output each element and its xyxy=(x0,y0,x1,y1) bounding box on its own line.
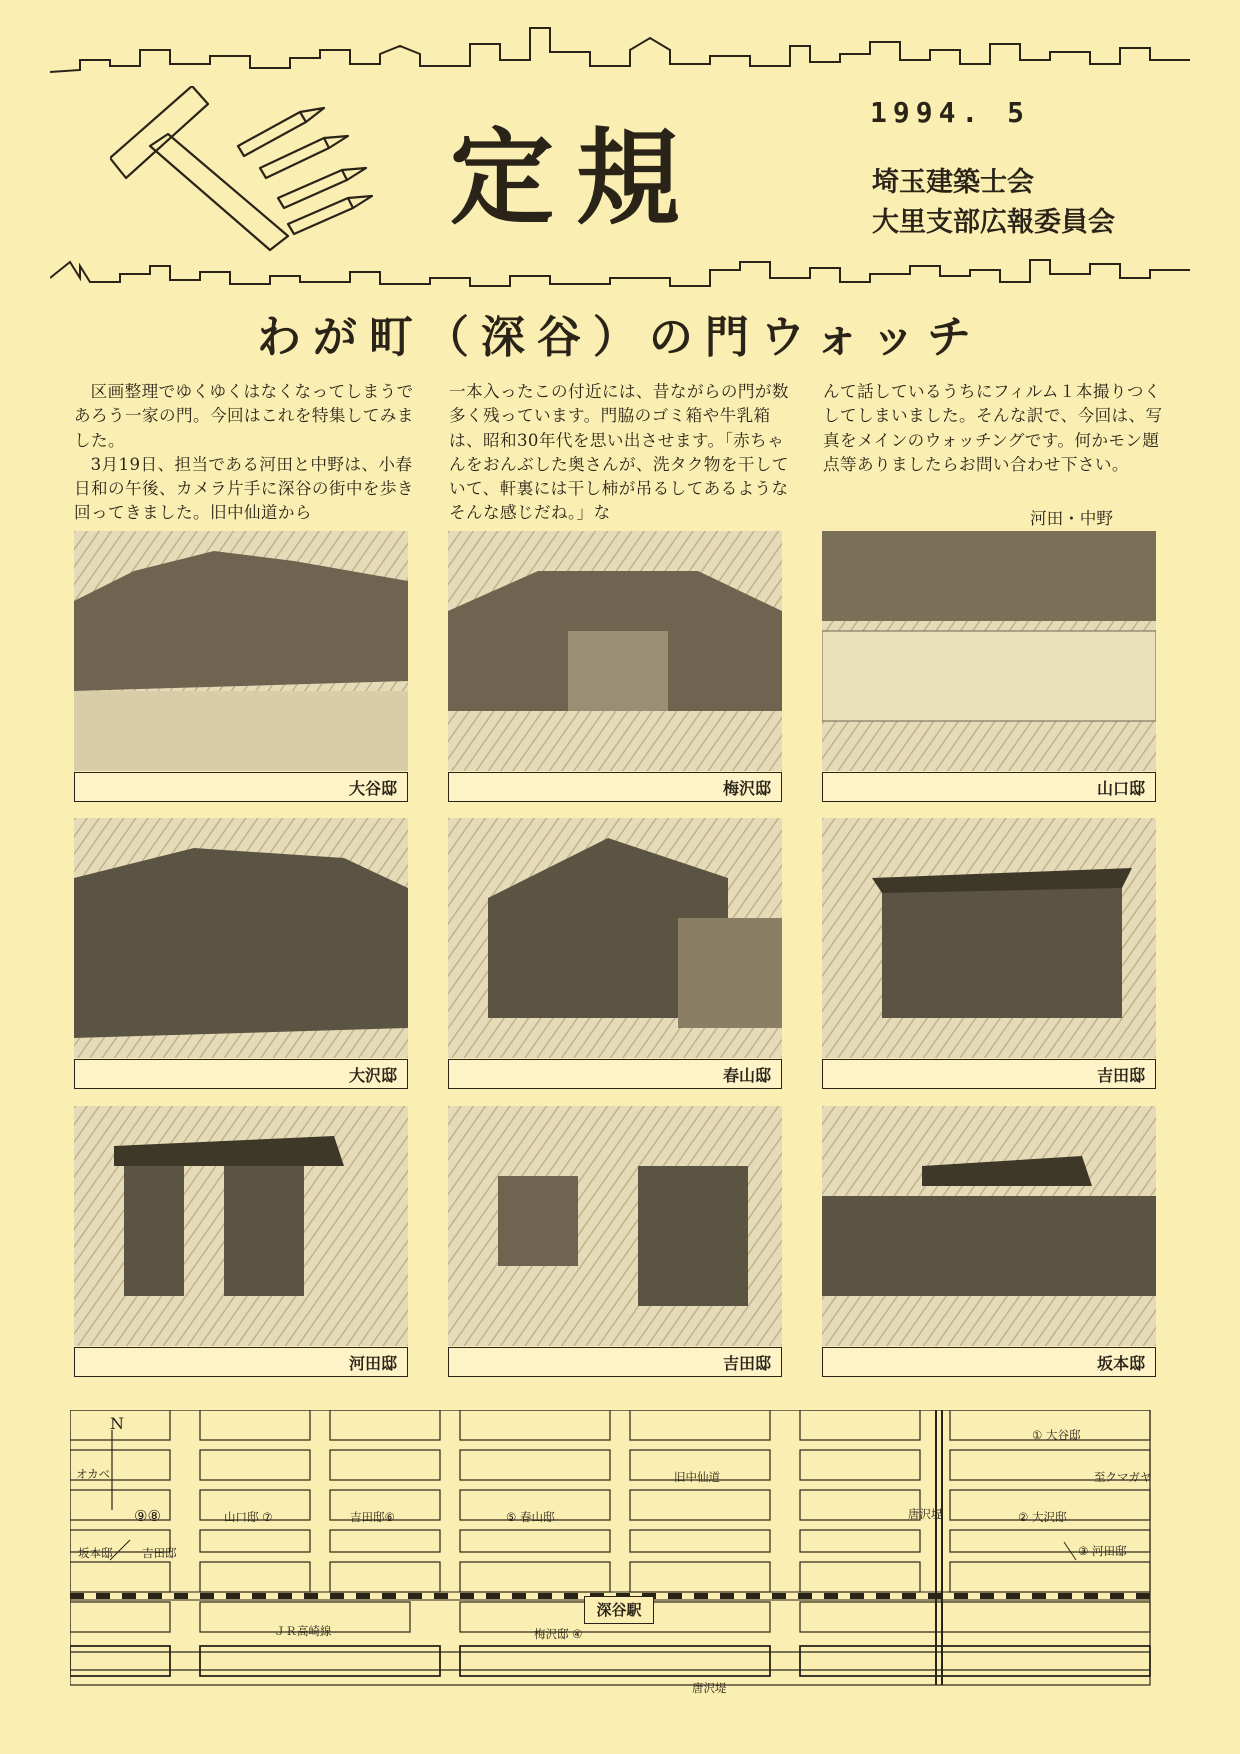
skyline-top-drawing xyxy=(50,20,1190,80)
photo-caption: 吉田邸 xyxy=(822,1059,1156,1089)
gate-photo xyxy=(74,818,408,1058)
photo-caption: 山口邸 xyxy=(822,772,1156,802)
photo-card xyxy=(822,531,1156,803)
gate-photo xyxy=(74,1106,408,1346)
map-label-nakasendo: 旧中仙道 xyxy=(674,1470,720,1484)
north-indicator: N xyxy=(110,1414,124,1433)
article-paragraph: 3月19日、担当である河田と中野は、小春日和の午後、カメラ片手に深谷の街中を歩き回ってきました。旧中仙道から xyxy=(74,454,414,523)
organization-committee: 大里支部広報委員会 xyxy=(872,207,1115,238)
photo-caption: 梅沢邸 xyxy=(448,772,782,802)
newsletter-title: 定規 xyxy=(450,117,703,239)
map-label-karasawa-tsutsumi: 唐沢堤 xyxy=(692,1681,727,1695)
article-column-1 xyxy=(74,380,414,528)
photo-card xyxy=(74,1106,408,1378)
photo-card xyxy=(822,818,1156,1090)
map-label-kawata: ③ 河田邸 xyxy=(1078,1544,1127,1558)
map-label-haruyama: ⑤ 春山邸 xyxy=(506,1510,555,1524)
issue-date: 1994. 5 xyxy=(870,96,1031,129)
article-byline: 河田・中野 xyxy=(1030,509,1113,528)
area-map xyxy=(70,1410,1160,1695)
photo-card xyxy=(74,531,408,803)
map-label-jr-line: ＪＲ高崎線 xyxy=(274,1624,332,1638)
map-label-otani: ① 大谷邸 xyxy=(1032,1428,1081,1442)
photo-caption: 大沢邸 xyxy=(74,1059,408,1089)
article-column-2 xyxy=(449,380,789,528)
headline: わが町（深谷）の門ウォッチ xyxy=(256,312,984,363)
gate-photo xyxy=(822,531,1156,771)
logo-tsquare-pencils xyxy=(110,86,400,266)
photo-card xyxy=(822,1106,1156,1378)
map-label-okabe: オカベ xyxy=(76,1467,111,1481)
gate-photo xyxy=(822,818,1156,1058)
map-label-yamaguchi: 山口邸 ⑦ xyxy=(224,1510,273,1524)
article-paragraph: 区画整理でゆくゆくはなくなってしまうであろう一家の門。今回はこれを特集してみました。 xyxy=(74,382,414,450)
photo-caption: 河田邸 xyxy=(74,1347,408,1377)
map-label-osawa: ② 大沢邸 xyxy=(1018,1510,1067,1524)
map-label-yoshida-6: 吉田邸⑥ xyxy=(350,1510,395,1524)
gate-photo xyxy=(822,1106,1156,1346)
map-station-label: 深谷駅 xyxy=(584,1596,654,1624)
organization-name: 埼玉建築士会 xyxy=(872,167,1034,198)
map-label-yoshida-8: 吉田邸 xyxy=(142,1546,177,1560)
gate-photo xyxy=(448,818,782,1058)
map-label-sakamoto: 坂本邸 xyxy=(78,1546,113,1560)
map-label-marker-9-8: ⑨⑧ xyxy=(134,1507,161,1525)
photo-card xyxy=(448,1106,782,1378)
map-label-karasawa-tsutsumi: 唐沢堤 xyxy=(908,1507,943,1521)
photo-card xyxy=(448,818,782,1090)
photo-caption: 春山邸 xyxy=(448,1059,782,1089)
photo-card xyxy=(448,531,782,803)
article-paragraph: 一本入ったこの付近には、昔ながらの門が数多く残っています。門脇のゴミ箱や牛乳箱は、昭和30年代を思い出させます。「赤ちゃんをおんぶした奥さんが、洗タク物を干していて、軒裏には干し柿が吊るしてあるようなそんな感じだね。」な xyxy=(449,382,789,523)
photo-card xyxy=(74,818,408,1090)
gate-photo xyxy=(448,531,782,771)
map-label-umezawa: 梅沢邸 ④ xyxy=(534,1627,583,1641)
photo-caption: 大谷邸 xyxy=(74,772,408,802)
map-label-kumagaya: 至クマガヤ xyxy=(1094,1470,1152,1484)
photo-caption: 坂本邸 xyxy=(822,1347,1156,1377)
photo-caption: 吉田邸 xyxy=(448,1347,782,1377)
gate-photo xyxy=(74,531,408,771)
article-paragraph: んて話しているうちにフィルム１本撮りつくしてしまいました。そんな訳で、今回は、写真をメインのウォッチングです。何かモン題点等ありましたらお問い合わせ下さい。 xyxy=(823,382,1163,474)
gate-photo xyxy=(448,1106,782,1346)
